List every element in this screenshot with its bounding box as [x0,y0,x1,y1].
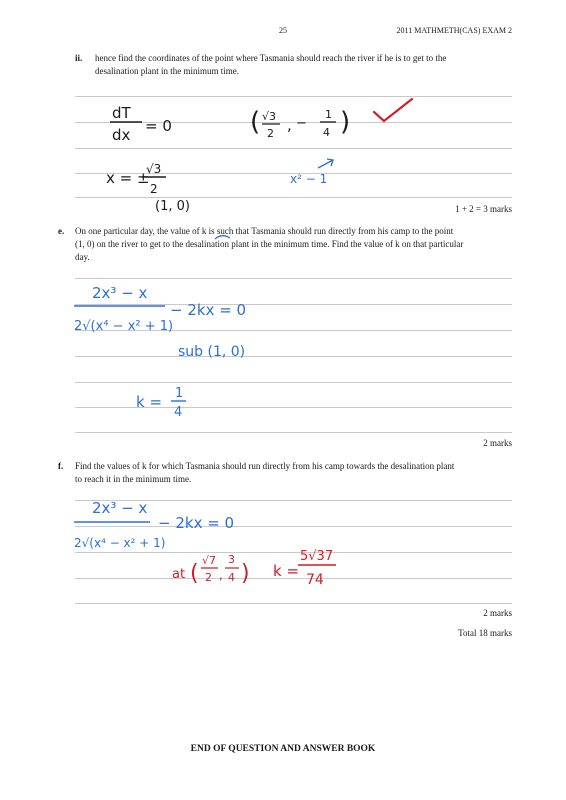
svg-text:74: 74 [306,572,324,588]
svg-text:2: 2 [205,571,212,584]
svg-text:2x³ − x: 2x³ − x [92,499,148,517]
svg-text:2: 2 [267,127,274,140]
svg-text:4: 4 [323,126,330,139]
handwriting-f-red [172,549,336,588]
svg-text:2√(x⁴ − x² + 1): 2√(x⁴ − x² + 1) [74,319,174,334]
svg-text:− 2kx = 0: − 2kx = 0 [170,301,247,319]
question-ii-label: ii. [75,53,83,63]
question-e-text-line3: day. [75,252,90,262]
svg-text:2√(x⁴ − x² + 1): 2√(x⁴ − x² + 1) [74,536,166,550]
svg-text:(: ( [190,561,199,586]
question-e-text-line1: On one particular day, the value of k is such that Tasmania should run directly from his camp to the point [75,226,454,236]
question-e-text-line2: (1, 0) on the river to get to the desalination plant in the minimum time. Find the value of k on that particular [75,239,464,249]
svg-text:,: , [287,116,292,134]
svg-text:1: 1 [325,108,332,121]
question-total-marks: Total 18 marks [458,628,512,638]
question-e-label: e. [58,226,65,236]
svg-text:= 0: = 0 [145,117,172,135]
exam-title: 2011 MATHMETH(CAS) EXAM 2 [396,26,512,35]
svg-text:x = ±: x = ± [106,169,150,187]
svg-text:2: 2 [150,182,158,196]
svg-text:1: 1 [175,386,184,401]
question-f-marks: 2 marks [483,608,512,618]
svg-text:4: 4 [228,571,235,584]
question-ii-text-line2: desalination plant in the minimum time. [95,66,239,76]
svg-text:dx: dx [112,126,131,144]
question-e-marks: 2 marks [483,438,512,448]
svg-text:k =: k = [136,393,163,411]
svg-text:−: − [296,116,307,131]
svg-text:5√37: 5√37 [300,549,334,564]
svg-text:2x³ − x: 2x³ − x [92,284,148,302]
question-f-label: f. [58,461,64,471]
question-ii-text-line1: hence find the coordinates of the point where Tasmania should reach the river if he is to get to the [95,53,447,63]
svg-text:x² − 1: x² − 1 [290,172,328,186]
end-of-book-text: END OF QUESTION AND ANSWER BOOK [190,744,376,754]
svg-text:): ) [241,561,250,586]
svg-text:4: 4 [174,405,183,420]
question-f-text-line2: to reach it in the minimum time. [75,474,192,484]
svg-text:√3: √3 [146,162,162,176]
question-f-text-line1: Find the values of k for which Tasmania should run directly from his camp towards the desalination plant [75,461,455,471]
handwriting-f-blue [74,499,234,550]
svg-text:√7: √7 [202,554,217,567]
svg-text:3: 3 [228,553,235,566]
svg-text:,: , [219,568,223,582]
svg-text:): ) [340,107,351,137]
question-ii-marks: 1 + 2 = 3 marks [455,204,512,214]
svg-text:(: ( [250,107,261,137]
svg-text:sub (1, 0): sub (1, 0) [178,344,246,360]
svg-text:dT: dT [112,104,131,122]
svg-text:k =: k = [273,562,300,580]
svg-text:− 2kx = 0: − 2kx = 0 [158,514,235,532]
svg-text:at: at [172,567,186,582]
svg-text:√3: √3 [262,110,277,123]
page-number: 25 [279,26,287,35]
svg-text:(1, 0): (1, 0) [155,199,190,214]
